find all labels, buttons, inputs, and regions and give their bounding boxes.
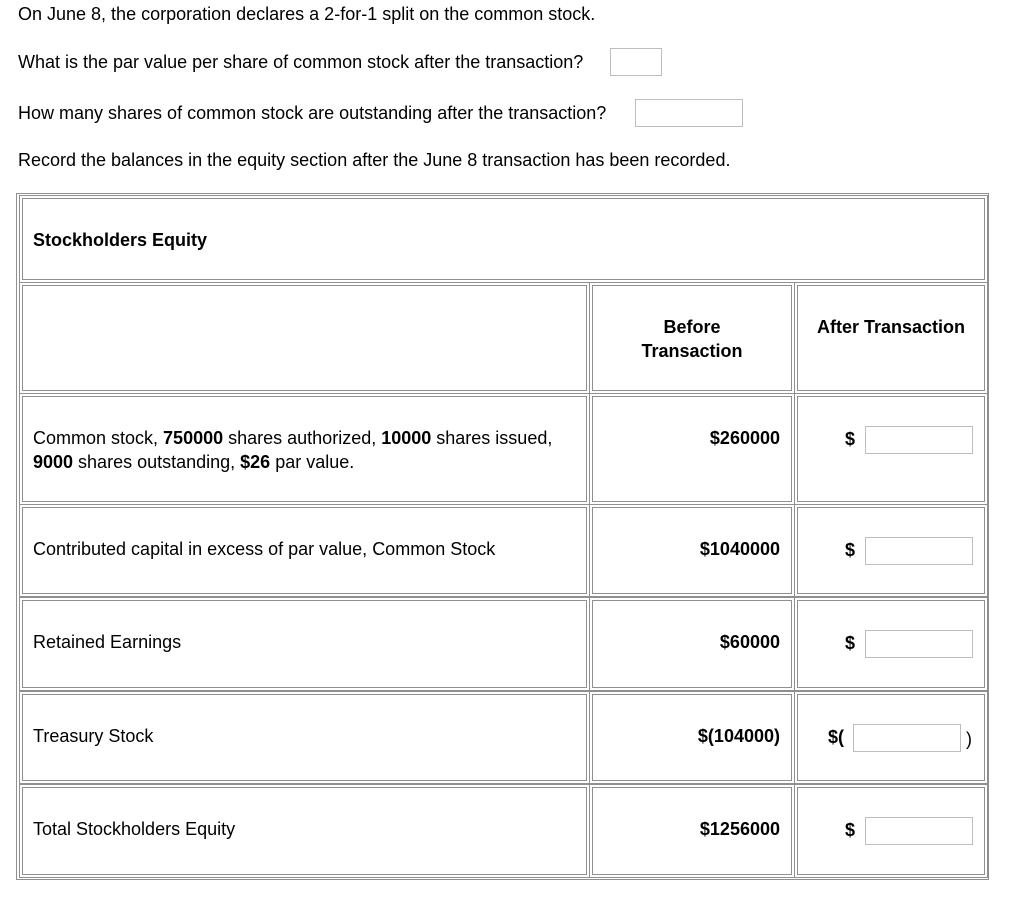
header-after: After Transaction bbox=[816, 317, 966, 337]
dollar-sign: $ bbox=[845, 540, 856, 560]
contributed-capital-after-input[interactable] bbox=[865, 537, 973, 565]
dollar-sign: $ bbox=[845, 429, 856, 449]
row-common-stock-before: $260000 bbox=[709, 428, 780, 448]
par-value-question: What is the par value per share of common stock after the transaction? bbox=[18, 52, 584, 72]
row-total-equity-label: Total Stockholders Equity bbox=[33, 819, 236, 839]
treasury-stock-after-input[interactable] bbox=[853, 724, 961, 752]
table-title: Stockholders Equity bbox=[33, 230, 208, 250]
total-equity-after-input[interactable] bbox=[865, 817, 973, 845]
row-retained-earnings-before: $60000 bbox=[719, 632, 780, 652]
row-contributed-capital-before: $1040000 bbox=[699, 539, 780, 559]
par-value-input[interactable] bbox=[610, 48, 662, 76]
shares-outstanding-input[interactable] bbox=[635, 99, 743, 127]
common-stock-after-input[interactable] bbox=[865, 426, 973, 454]
dollar-paren-sign: $( bbox=[828, 727, 845, 747]
intro-text: On June 8, the corporation declares a 2-for-1 split on the common stock. bbox=[18, 4, 596, 24]
header-label-cell bbox=[22, 285, 587, 391]
row-common-stock-label: Common stock, 750000 shares authorized, 10000 shares issued, 9000 shares outstanding, $26 par value. bbox=[33, 428, 553, 472]
row-total-equity-before: $1256000 bbox=[699, 819, 780, 839]
close-paren: ) bbox=[966, 729, 972, 749]
row-treasury-stock-label: Treasury Stock bbox=[33, 726, 154, 746]
shares-outstanding-question: How many shares of common stock are outstanding after the transaction? bbox=[18, 103, 607, 123]
row-treasury-stock-before: $(104000) bbox=[697, 726, 780, 746]
row-contributed-capital-label: Contributed capital in excess of par value, Common Stock bbox=[33, 539, 496, 559]
dollar-sign: $ bbox=[845, 633, 856, 653]
instruction-text: Record the balances in the equity section after the June 8 transaction has been recorded. bbox=[18, 150, 731, 170]
row-retained-earnings-label: Retained Earnings bbox=[33, 632, 182, 652]
dollar-sign: $ bbox=[845, 820, 856, 840]
retained-earnings-after-input[interactable] bbox=[865, 630, 973, 658]
header-before: Before Transaction bbox=[641, 317, 743, 361]
